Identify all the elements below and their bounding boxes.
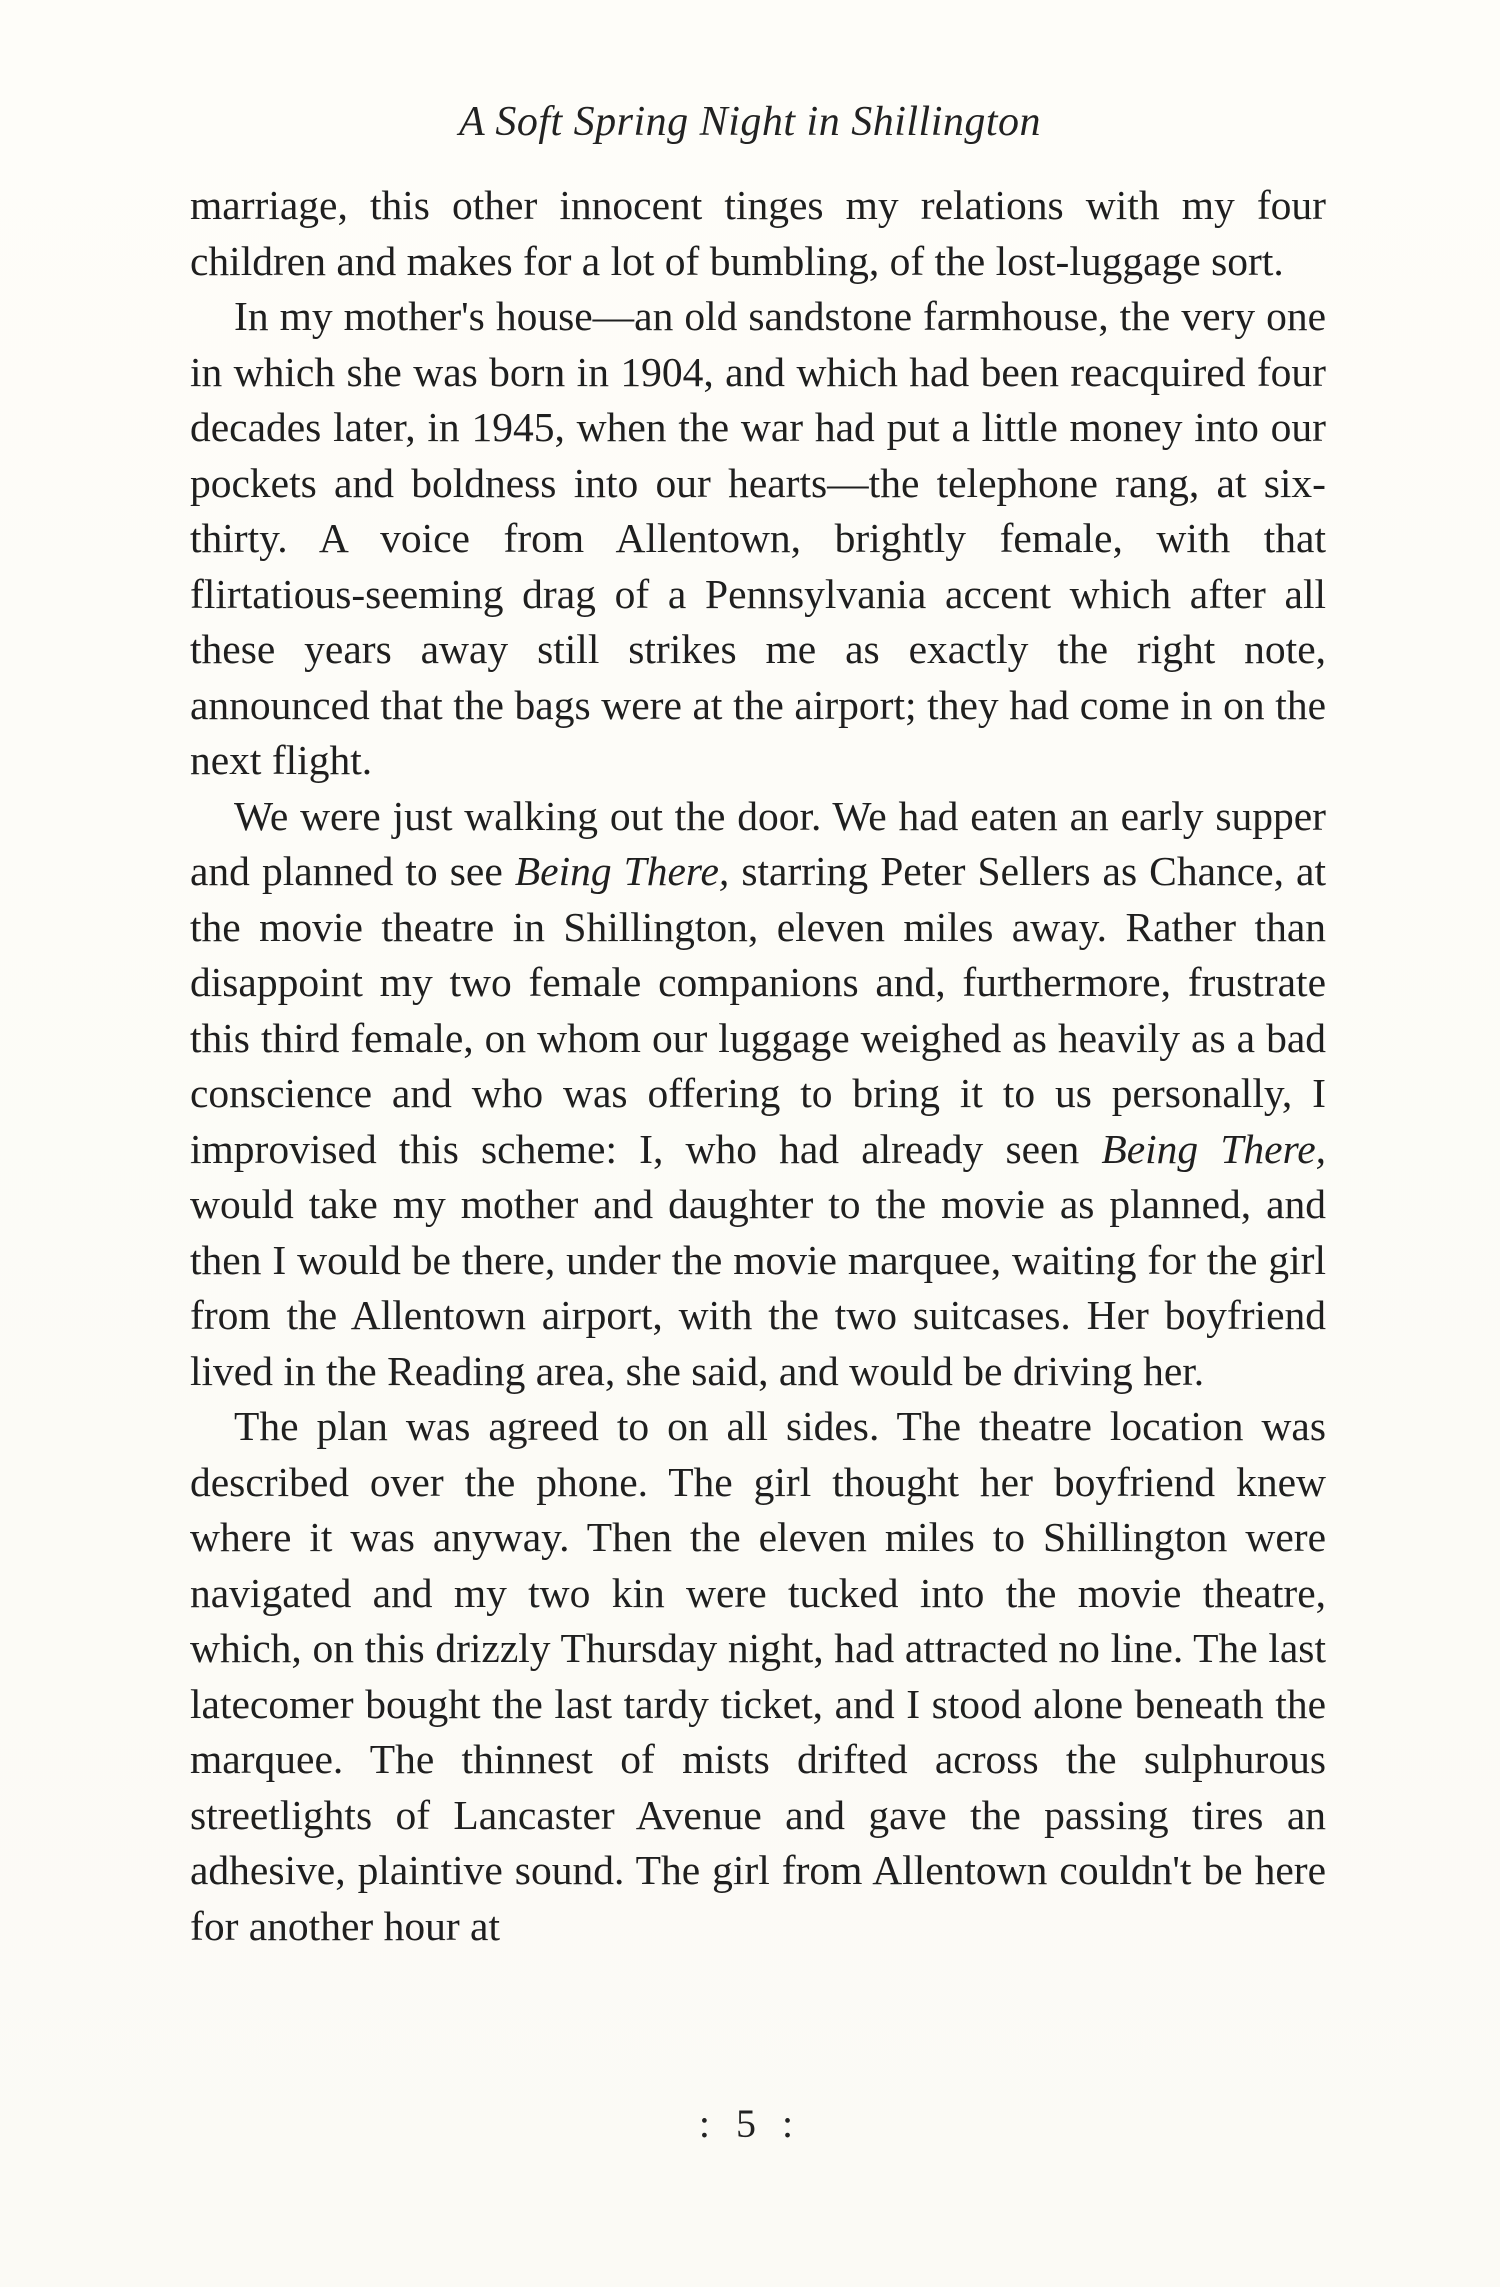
- paragraph-2: [190, 289, 1326, 789]
- page-number: : 5 :: [698, 2101, 802, 2146]
- film-title: Being There,: [514, 848, 730, 894]
- body-text: [190, 178, 1326, 1954]
- paragraph-4: [190, 1399, 1326, 1954]
- paragraph-text: We were just walking out the door. We had eaten an early supper and planned to see: [190, 792, 1326, 894]
- film-title: Being There,: [1101, 1125, 1326, 1172]
- paragraph-text: marriage, this other innocent tinges my relations with my four children and makes for a lot of bumbling, of the lost-luggage sort.: [190, 182, 1326, 284]
- paragraph-text: would take my mother and daughter to the movie as planned, and then I would be there, under the movie marquee, waiting for the girl from the Allentown airport, with the two suitcases. Her boyfriend lived in the Reading area, she said, and would be driving her.: [190, 1181, 1326, 1394]
- paragraph-text: In my mother's house—an old sandstone farmhouse, the very one in which she was born in 1904, and which had been reacquired four decades later, in 1945, when the war had put a little money into our pockets and boldness into our hearts—the telephone rang, at six-thirty. A voice from Allentown, brightly female, with that flirtatious-seeming drag of a Pennsylvania accent which after all these years away still strikes me as exactly the right note, announced that the bags were at the airport; they had come in on the next flight.: [190, 293, 1326, 783]
- paragraph-1: [190, 178, 1326, 289]
- paragraph-3: [190, 789, 1326, 1400]
- running-head: A Soft Spring Night in Shillington: [458, 99, 1042, 145]
- paragraph-text: starring Peter Sellers as Chance, at the movie theatre in Shillington, eleven miles away. Rather than disappoint my two female companions and, furthermore, frustrate this third female, on whom our luggage weighed as heavily as a bad conscience and who was offering to bring it to us personally, I improvised this scheme: I, who had already seen: [190, 848, 1326, 1172]
- paragraph-text: The plan was agreed to on all sides. The theatre location was described over the phone. The girl thought her boyfriend knew where it was anyway. Then the eleven miles to Shillington were navigated and my two kin were tucked into the movie theatre, which, on this drizzly Thursday night, had attracted no line. The last latecomer bought the last tardy ticket, and I stood alone beneath the marquee. The thinnest of mists drifted across the sulphurous streetlights of Lancaster Avenue and gave the passing tires an adhesive, plaintive sound. The girl from Allentown couldn't be here for another hour at: [190, 1403, 1326, 1949]
